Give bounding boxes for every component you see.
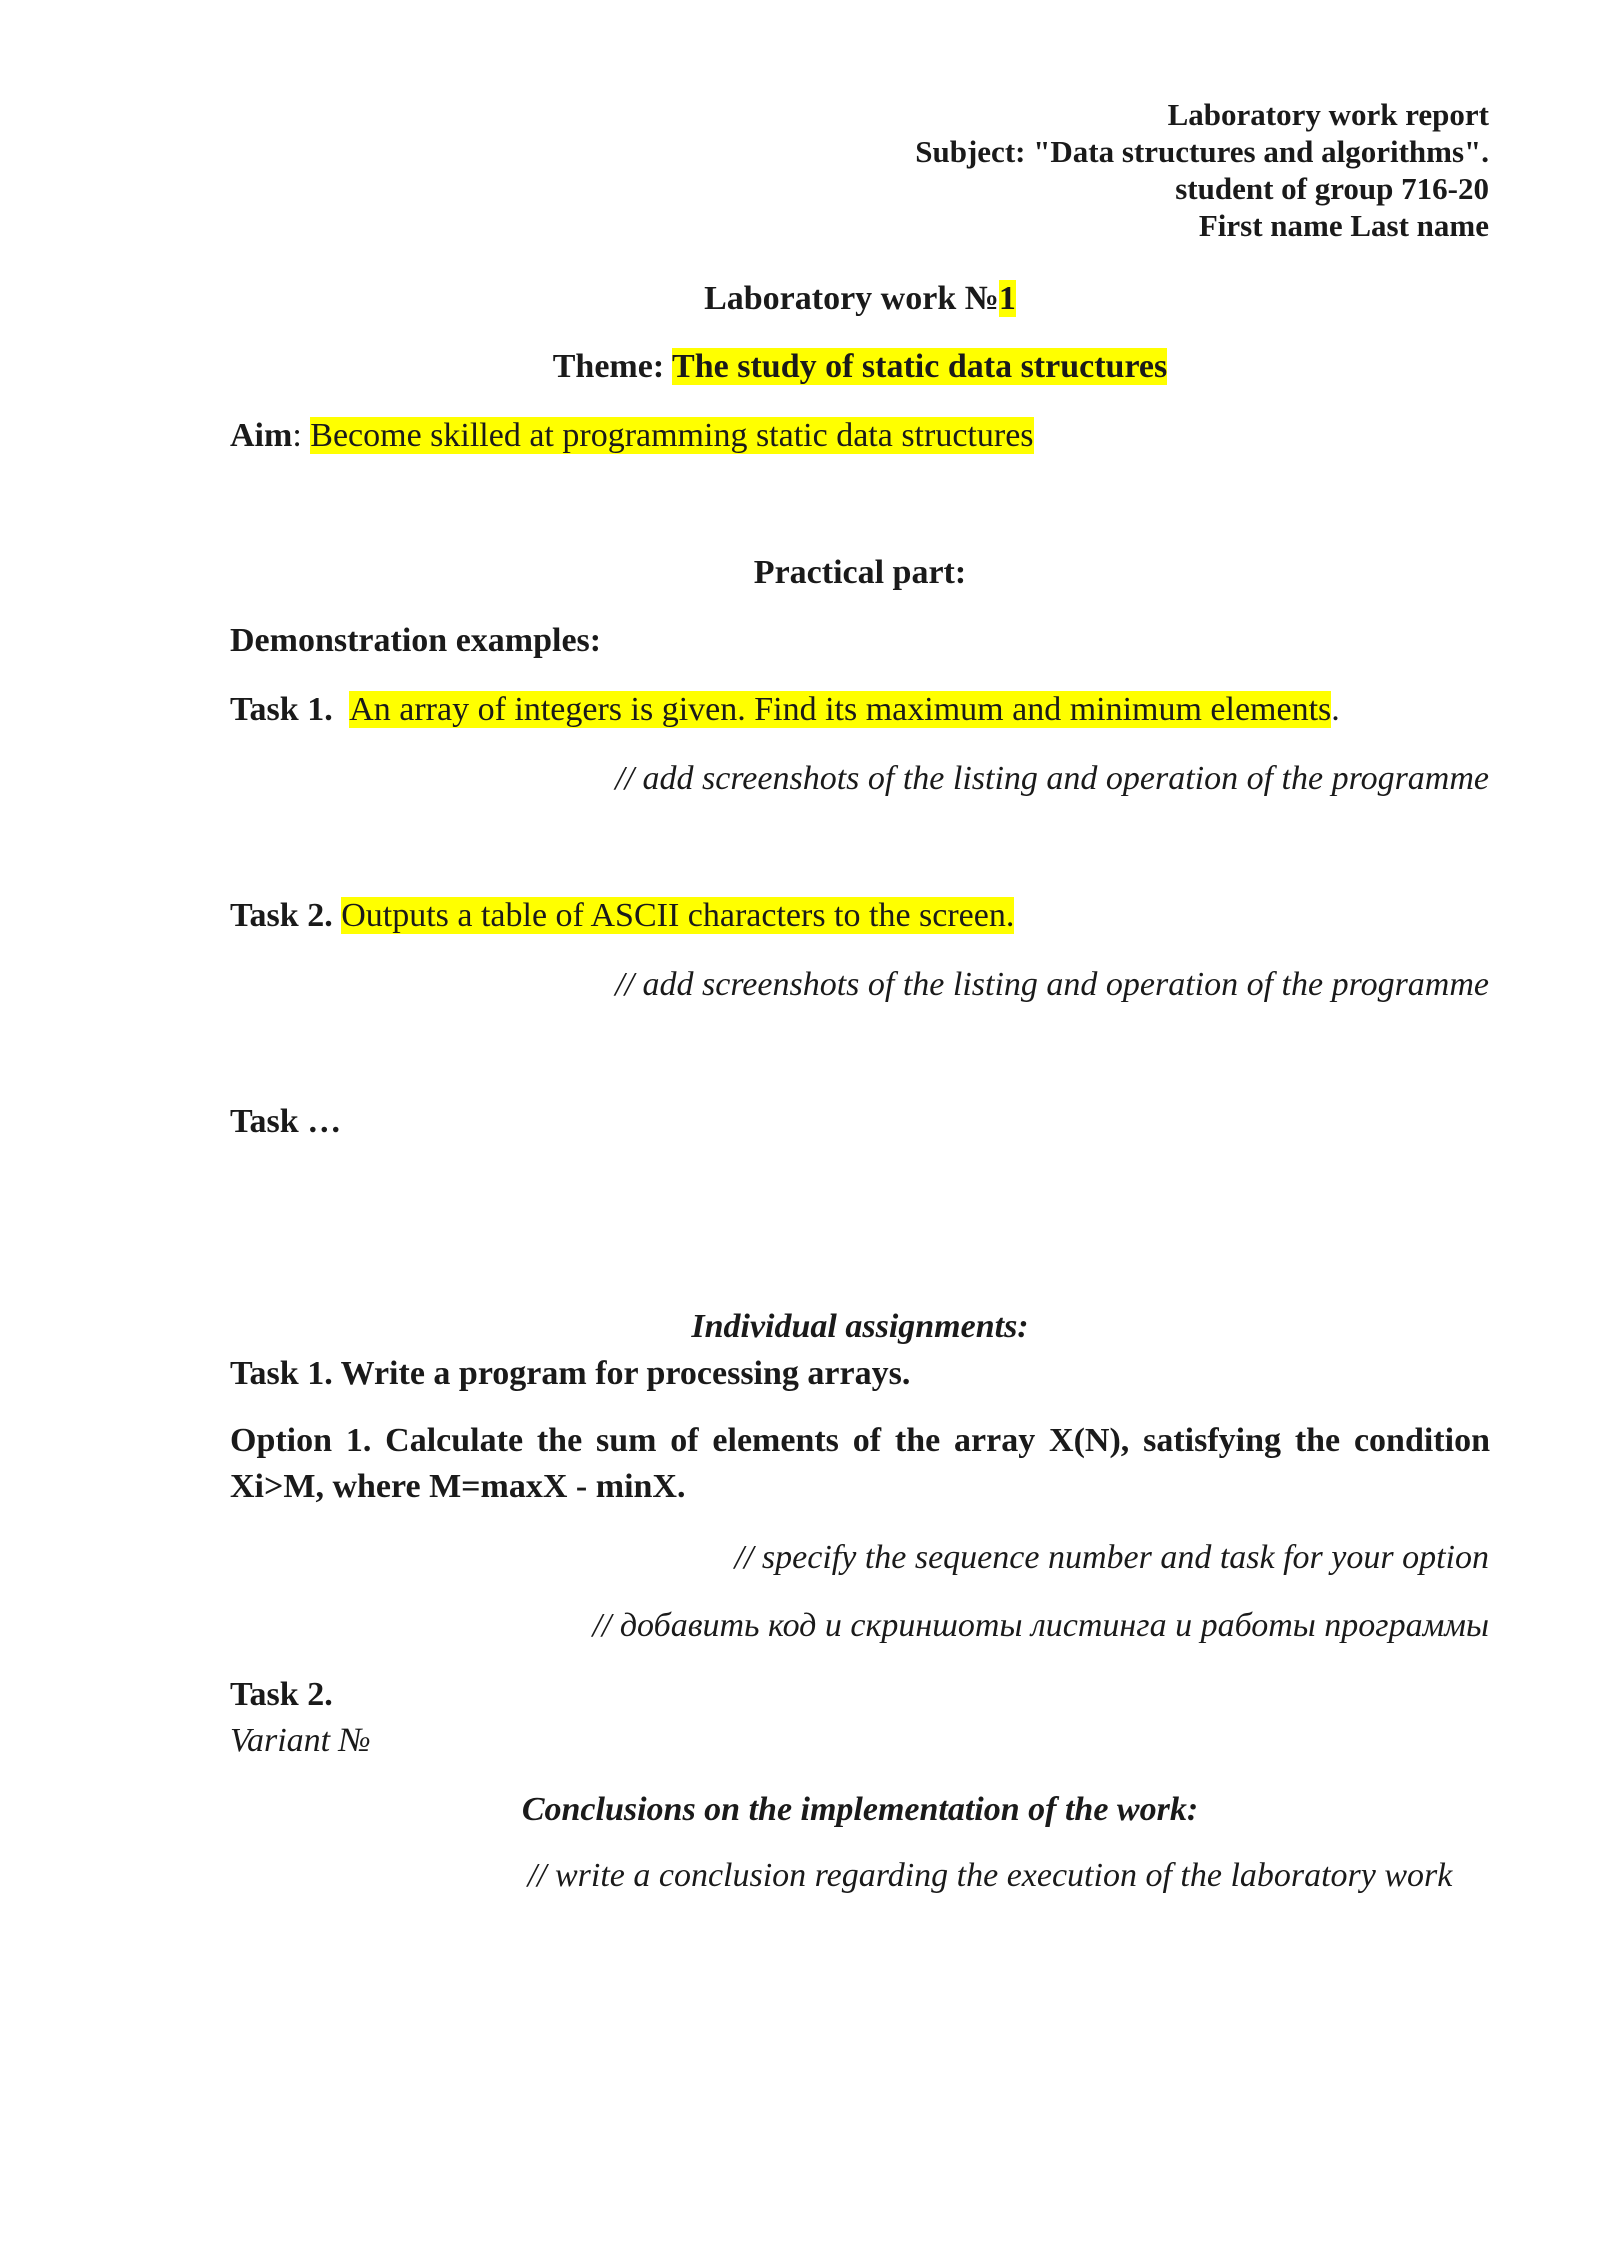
report-title: Laboratory work report [1167,97,1489,132]
code-comment: // добавить код и скриншоты листинга и работы программы [592,1607,1489,1644]
lab-work-number: 1 [998,280,1016,317]
demo-task1-label: Task 1. [230,691,333,728]
subject-line: Subject: "Data structures and algorithms". [915,134,1489,169]
demo-task-more: Task … [230,1103,342,1140]
group-line: student of group 716-20 [1175,171,1489,206]
demo-heading: Demonstration examples: [230,622,602,659]
theme-label: Theme: [552,348,673,385]
lab-work-prefix: Laboratory work № [704,280,999,317]
variant-label: Variant № [230,1722,371,1759]
student-name: First name Last name [1198,208,1489,243]
demo-task1-comment: // add screenshots of the listing and operation of the programme [615,760,1489,797]
individual-heading: Individual assignments: [691,1308,1029,1345]
demo-task1-tail: . [1331,691,1340,728]
demo-task1-text: An array of integers is given. Find its maximum and minimum elements [349,691,1332,728]
lab-work-title [0,278,1600,320]
demo-task2-text: Outputs a table of ASCII characters to the screen. [341,897,1015,934]
conclusions-heading: Conclusions on the implementation of the work: [521,1791,1199,1828]
aim-separator: : [292,417,311,454]
option-comment: // specify the sequence number and task for your option [734,1539,1489,1576]
theme-value: The study of static data structures [672,348,1168,385]
demo-task2 [230,895,1014,937]
demo-task2-label: Task 2. [230,897,333,934]
option1-text: Option 1. Calculate the sum of elements of the array X(N), satisfying the condition Xi>M, where M=maxX - minX. [230,1422,1490,1505]
conclusions-comment: // write a conclusion regarding the execution of the laboratory work [527,1857,1453,1894]
demo-task1 [230,689,1340,731]
aim-value: Become skilled at programming static data structures [310,417,1034,454]
individual-task2: Task 2. [230,1676,333,1713]
theme-line [0,346,1600,388]
aim-line [230,415,1034,457]
individual-task1: Task 1. Write a program for processing arrays. [230,1355,911,1392]
practical-heading: Practical part: [753,554,967,591]
demo-task2-comment: // add screenshots of the listing and operation of the programme [615,966,1489,1003]
aim-label: Aim [230,417,293,454]
